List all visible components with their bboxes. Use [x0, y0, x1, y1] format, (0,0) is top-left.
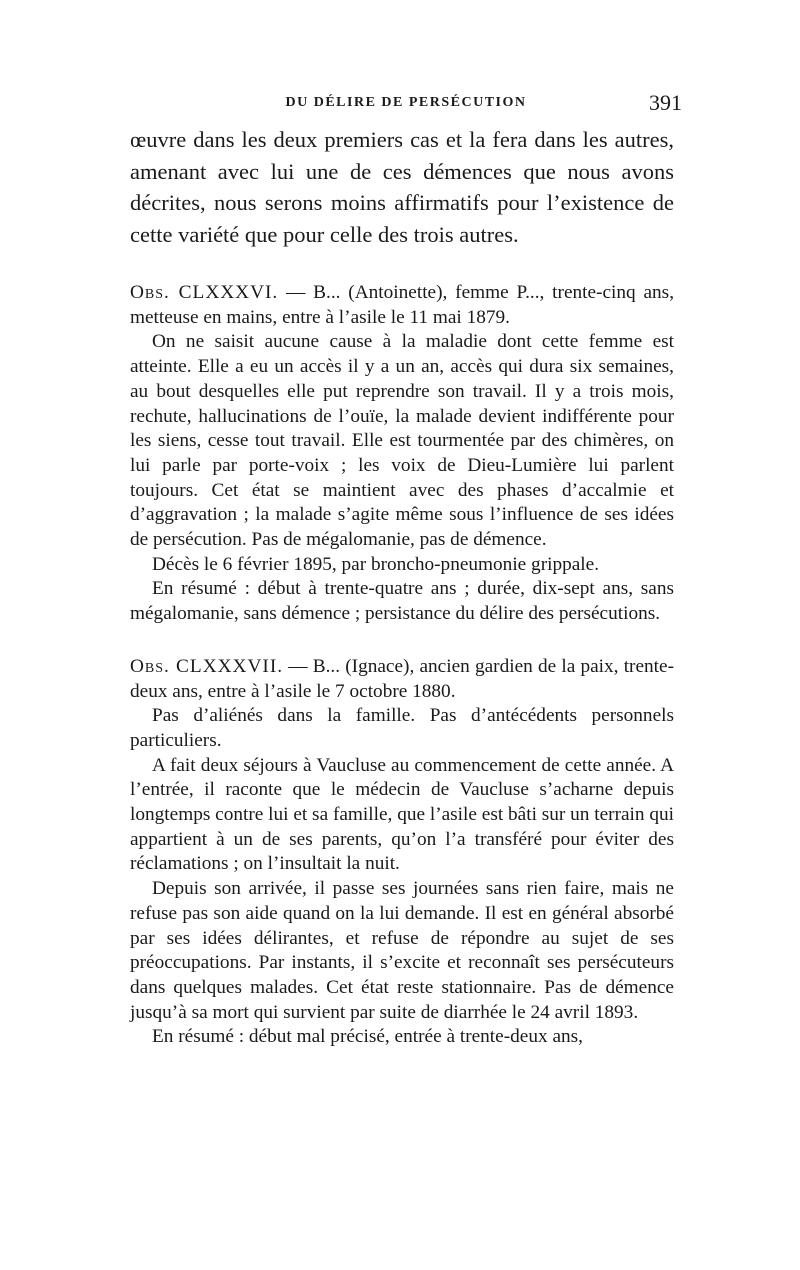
observation-187-intro: — B... (Ignace), ancien gardien de la paix, trente-deux ans, entre à l’asile le 7 octobre 1880. [130, 655, 675, 702]
intro-paragraph: œuvre dans les deux premiers cas et la fera dans les autres, amenant avec lui une de ces démences que nous avons décrites, nous serons moins affirmatifs pour l’existence de cette variété que pour celle des trois autres. [130, 127, 674, 247]
running-head [130, 92, 682, 116]
observation-186-summary: En résumé : début à trente-quatre ans ; durée, dix-sept ans, sans mégalomanie, sans démence ; persistance du délire des persécutions. [130, 578, 674, 625]
page-number: 391 [649, 90, 682, 115]
observation-187-paragraph: A fait deux séjours à Vaucluse au commencement de cette année. A l’entrée, il raconte que le médecin de Vaucluse s’acharne depuis longtemps contre lui et sa famille, que l’asile est bâti sur un terrain qui appartient à un de ses parents, qu’on l’a transféré pour éviter des réclamations ; on l’insultait la nuit. [130, 754, 675, 875]
observation-186-intro: — B... (Antoinette), femme P..., trente-cinq ans, metteuse en mains, entre à l’asile le 11 mai 1879. [130, 282, 675, 328]
observation-187-heading [130, 655, 674, 704]
observation-186-paragraph: On ne saisit aucune cause à la maladie dont cette femme est atteinte. Elle a eu un accès il y a un an, accès qui dura six semaines, au bout desquelles elle put reprendre son travail. Il y a trois mois, rechute, hallucinations de l’ouïe, la malade devient indifférente pour les siens, cesse tout travail. Elle est tourmentée par des chimères, on lui parle par porte-voix ; les voix de Dieu-Lumière lui parlent toujours. Cet état se maintient avec des phases d’accalmie et d’aggravation ; la malade s’agite même sous l’influence de ses idées de persécution. Pas de mégalomanie, pas de démence. [130, 331, 674, 551]
observation-187-summary: En résumé : début mal précisé, entrée à trente-deux ans, [152, 1026, 583, 1048]
observation-186-paragraph: Décès le 6 février 1895, par broncho-pneumonie grippale. [152, 553, 600, 575]
observation-187-paragraph: Depuis son arrivée, il passe ses journées sans rien faire, mais ne refuse pas son aide quand on la lui demande. Il est en général absorbé par ses idées délirantes, et refuse de répondre au sujet de ses préoccupations. Par instants, il s’excite et reconnaît ses persécuteurs dans quelques malades. Cet état reste stationnaire. Pas de démence jusqu’à sa mort qui survient par suite de diarrhée le 24 avril 1893. [130, 878, 674, 1023]
section-gap [130, 627, 674, 655]
observation-186-label: Obs. CLXXXVI. [130, 282, 279, 303]
body-text [130, 124, 674, 1050]
observation-187-paragraph: Pas d’aliénés dans la famille. Pas d’antécédents personnels particuliers. [130, 705, 674, 751]
observation-186-heading [130, 281, 674, 330]
observation-187-label: Obs. CLXXXVII. [130, 655, 284, 677]
running-title: DU DÉLIRE DE PERSÉCUTION [285, 95, 527, 110]
